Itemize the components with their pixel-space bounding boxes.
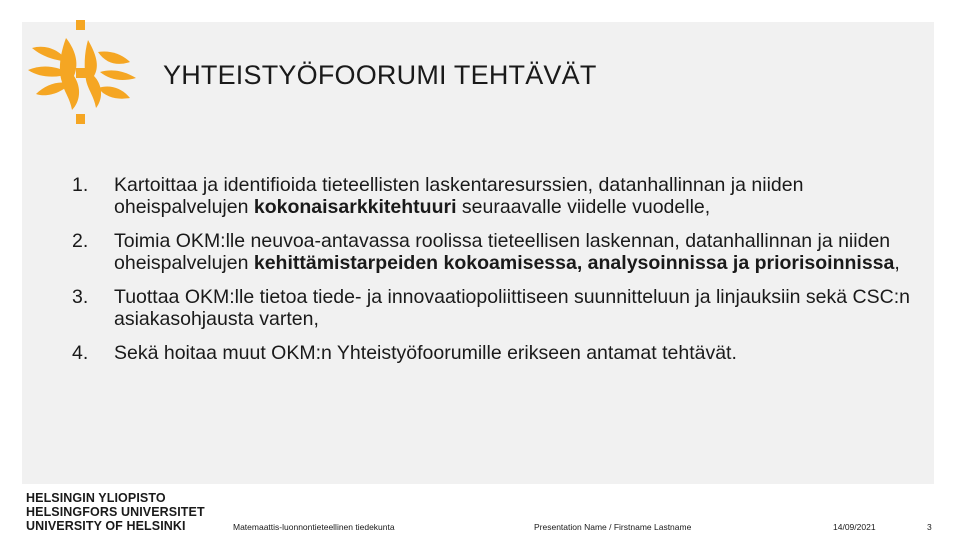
university-name-sv: HELSINGFORS UNIVERSITET [26, 505, 205, 519]
list-item-text-end: , [894, 252, 900, 274]
list-item-text: Toimia OKM:lle neuvoa-antavassa roolissa tieteellisen laskennan, datanhallinnan ja niiden oheispalvelujen [114, 230, 891, 274]
university-name-fi: HELSINGIN YLIOPISTO [26, 491, 166, 505]
footer-faculty: Matemaattis-luonnontieteellinen tiedekunta [233, 522, 395, 532]
list-item-number: 3. [72, 286, 89, 308]
helsinki-flame-logo-icon [22, 18, 142, 128]
list-item-text: Tuottaa OKM:lle tietoa tiede- ja innovaatiopoliittiseen suunnitteluun ja linjauksiin sekä CSC:n asiakasohjausta varten, [114, 286, 910, 330]
footer-presenter: Presentation Name / Firstname Lastname [534, 522, 692, 532]
list-item-text: Sekä hoitaa muut OKM:n Yhteistyöfoorumille erikseen antamat tehtävät. [114, 342, 737, 364]
task-list [72, 174, 932, 376]
list-item-bold-text: kehittämistarpeiden kokoamisessa, analysoinnissa ja priorisoinnissa [253, 252, 895, 274]
list-item [72, 342, 932, 364]
list-item-number: 1. [72, 174, 89, 196]
list-item-number: 4. [72, 342, 89, 364]
list-item-bold-text: kokonaisarkkitehtuuri [253, 196, 457, 218]
list-item [72, 286, 932, 330]
slide-title: YHTEISTYÖFOORUMI TEHTÄVÄT [163, 60, 597, 90]
footer-date: 14/09/2021 [833, 522, 876, 532]
list-item-number: 2. [72, 230, 89, 252]
list-item-text: Kartoittaa ja identifioida tieteellisten laskentaresurssien, datanhallinnan ja niiden oheispalvelujen [114, 174, 804, 218]
university-name [26, 491, 205, 533]
list-item [72, 174, 932, 218]
list-item-text-end: seuraavalle viidelle vuodelle, [456, 196, 711, 218]
list-item [72, 230, 932, 274]
footer-page-number: 3 [927, 522, 932, 532]
university-name-en: UNIVERSITY OF HELSINKI [26, 519, 186, 533]
